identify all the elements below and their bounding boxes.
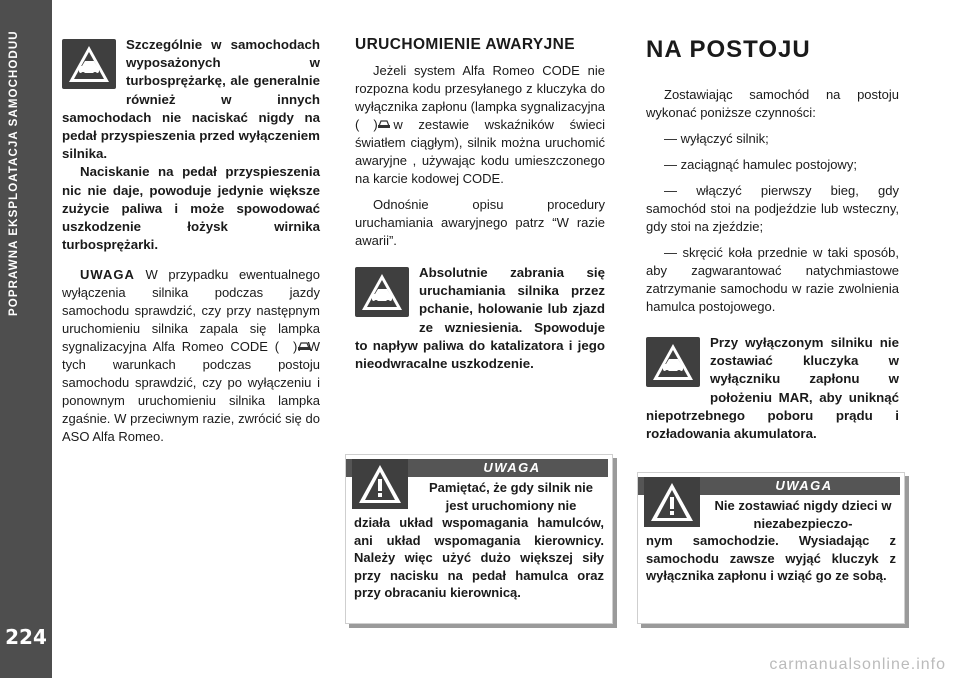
list-item: — wyłączyć silnik; [664, 131, 769, 146]
warning-key-mar: Przy wyłączonym silniku nie zostawiać kluczyka w wyłączniku zapłonu w położeniu MAR, aby uniknąć niepotrzebnego poboru prądu i rozładowania akumulatora. [646, 335, 899, 442]
car-key-indicator-icon [279, 339, 293, 351]
warning-turbo-2: Naciskanie na pedał przyspieszenia nic nie daje, powoduje jedynie większe zużycie paliwa i może spowodować uszkodzenie łożysk wirnika turbosprężarki. [62, 164, 320, 253]
uwaga-box-children [637, 472, 905, 624]
section-title: POPRAWNA EKSPLOATACJA SAMOCHODUU [8, 30, 20, 316]
para1-a: Jeżeli system Alfa Romeo CODE nie rozpozna kodu przesyłanego z kluczyka do wyłącznika zapłonu (lampka sygnalizacyjna ( [355, 63, 606, 132]
warning-push-start: Absolutnie zabrania się uruchamiania silnika przez pchanie, holowanie lub zjazd ze wzniesienia. Spowoduje to napływ paliwa do katalizatora i jego nieodwracalne uszkodzenie. [355, 265, 605, 372]
list-item: — skręcić koła przednie w taki sposób, aby zagwarantować natychmiastowe zatrzymanie samochodu w razie zwolnienia hamulca postojowego. [646, 245, 899, 314]
warning-turbo: Szczególnie w samochodach wyposażonych w turbosprężarkę, ale generalnie również w innych samochodach nie naciskać nigdy na pedał przyspieszenia przed wyłączeniem silnika. [62, 37, 320, 162]
page-number: 224 [5, 625, 47, 649]
exclamation-warning-icon [352, 459, 408, 509]
sidebar [0, 0, 52, 678]
box-text-body: nym samochodzie. Wysiadając z samochodu zawsze wyjąć kluczyk z wyłącznika zapłonu i wziąć go ze sobą. [646, 533, 896, 583]
column-left [62, 36, 320, 454]
box-text-head: Nie zostawiać nigdy dzieci w niezabezpieczo- [714, 498, 892, 531]
page-title: NA POSTOJU [646, 36, 811, 63]
para1-b: ) w zestawie wskaźników świeci światłem ciągłym), silnik można uruchomić awaryjne , używając kodu umieszczonego na karcie kodowej CODE. [355, 117, 605, 186]
car-warning-icon [62, 39, 116, 89]
column-right [646, 36, 899, 443]
car-key-indicator-icon [359, 117, 373, 129]
paragraph-1 [355, 62, 605, 188]
box-text-body: działa układ wspomagania hamulców, ani układ wspomagania kierownicy. Należy więc użyć dużo większej siły przy nacisku na pedał hamulca oraz przy obracaniu kierownicą. [354, 515, 604, 600]
list-item: — włączyć pierwszy bieg, gdy samochód stoi na podjeździe lub wsteczny, gdy stoi na zjeździe; [646, 183, 899, 234]
uwaga-label: UWAGA [346, 459, 608, 477]
list-item: — zaciągnąć hamulec postojowy; [664, 157, 857, 172]
uwaga-label: UWAGA [638, 477, 900, 495]
car-warning-icon [646, 337, 700, 387]
uwaga-box-steering [345, 454, 613, 624]
column-middle [355, 36, 605, 373]
uwaga-text-a: W przypadku ewentualnego wyłączenia silnika podczas jazdy samochodu sprawdzić, czy przy następnym uruchomieniu silnika zapala się lampka sygnalizacyjna Alfa Romeo CODE ( [62, 267, 320, 355]
uwaga-label: UWAGA [80, 267, 135, 283]
car-warning-icon [355, 267, 409, 317]
uwaga-text-b: ). W tych warunkach podczas postoju samochodu sprawdzić, czy po wyłączeniu i ponownym uruchomieniu silnika lampka zgaśnie. W przeciwnym razie, zwrócić się do ASO Alfa Romeo. [62, 339, 320, 445]
uwaga-paragraph [62, 266, 320, 446]
paragraph-2: Odnośnie opisu procedury uruchamiania awaryjnego patrz “W razie awarii”. [355, 197, 605, 248]
box-text-head: Pamiętać, że gdy silnik nie jest uruchomiony nie [428, 480, 593, 513]
section-heading: URUCHOMIENIE AWARYJNE [355, 36, 575, 53]
intro: Zostawiając samochód na postoju wykonać poniższe czynności: [646, 87, 899, 120]
exclamation-warning-icon [644, 477, 700, 527]
watermark: carmanualsonline.info [769, 656, 946, 673]
